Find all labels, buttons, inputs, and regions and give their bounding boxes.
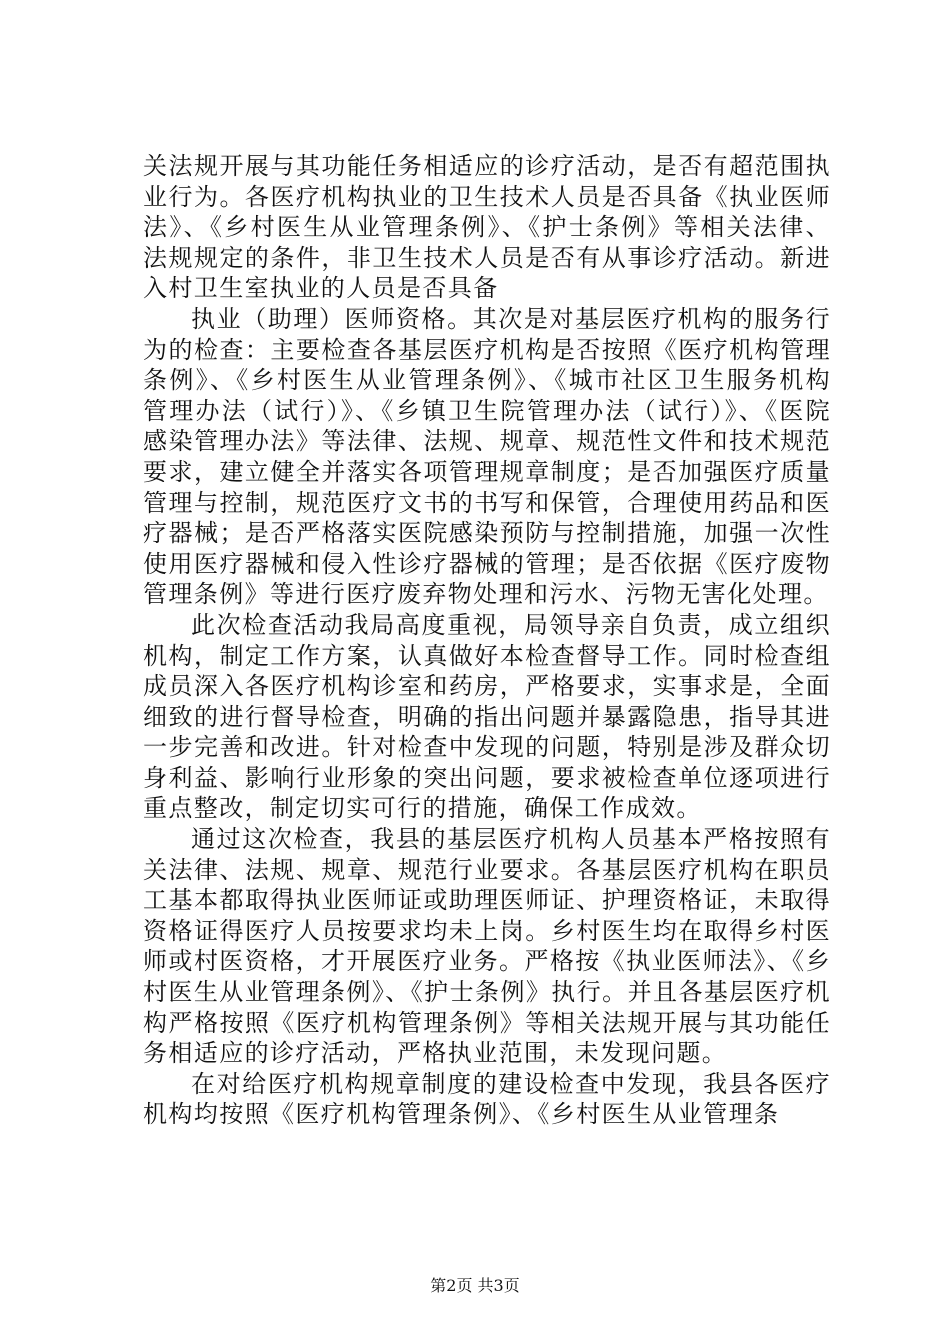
document-body (143, 151, 831, 1130)
paragraph: 在对给医疗机构规章制度的建设检查中发现，我县各医疗机构均按照《医疗机构管理条例》、《乡村医生从业管理条 (143, 1069, 831, 1129)
paragraph: 执业（助理）医师资格。其次是对基层医疗机构的服务行为的检查：主要检查各基层医疗机构是否按照《医疗机构管理条例》、《乡村医生从业管理条例》、《城市社区卫生服务机构管理办法（试行）》、《乡镇卫生院管理办法（试行）》、《医院感染管理办法》等法律、法规、规章、规范性文件和技术规范要求，建立健全并落实各项管理规章制度；是否加强医疗质量管理与控制，规范医疗文书的书写和保管，合理使用药品和医疗器械；是否严格落实医院感染预防与控制措施，加强一次性使用医疗器械和侵入性诊疗器械的管理；是否依据《医疗废物管理条例》等进行医疗废弃物处理和污水、污物无害化处理。 (143, 304, 831, 609)
paragraph: 通过这次检查，我县的基层医疗机构人员基本严格按照有关法律、法规、规章、规范行业要求。各基层医疗机构在职员工基本都取得执业医师证或助理医师证、护理资格证，未取得资格证得医疗人员按要求均未上岗。乡村医生均在取得乡村医师或村医资格，才开展医疗业务。严格按《执业医师法》、《乡村医生从业管理条例》、《护士条例》执行。并且各基层医疗机构严格按照《医疗机构管理条例》等相关法规开展与其功能任务相适应的诊疗活动，严格执业范围，未发现问题。 (143, 825, 831, 1068)
paragraph: 关法规开展与其功能任务相适应的诊疗活动，是否有超范围执业行为。各医疗机构执业的卫生技术人员是否具备《执业医师法》、《乡村医生从业管理条例》、《护士条例》等相关法律、法规规定的条件，非卫生技术人员是否有从事诊疗活动。新进入村卫生室执业的人员是否具备 (143, 152, 831, 303)
page-footer: 第2页 共3页 (430, 1276, 520, 1295)
paragraph: 此次检查活动我局高度重视，局领导亲自负责，成立组织机构，制定工作方案，认真做好本检查督导工作。同时检查组成员深入各医疗机构诊室和药房，严格要求，实事求是，全面细致的进行督导检查，明确的指出问题并暴露隐患，指导其进一步完善和改进。针对检查中发现的问题，特别是涉及群众切身利益、影响行业形象的突出问题，要求被检查单位逐项进行重点整改，制定切实可行的措施，确保工作成效。 (143, 610, 831, 823)
